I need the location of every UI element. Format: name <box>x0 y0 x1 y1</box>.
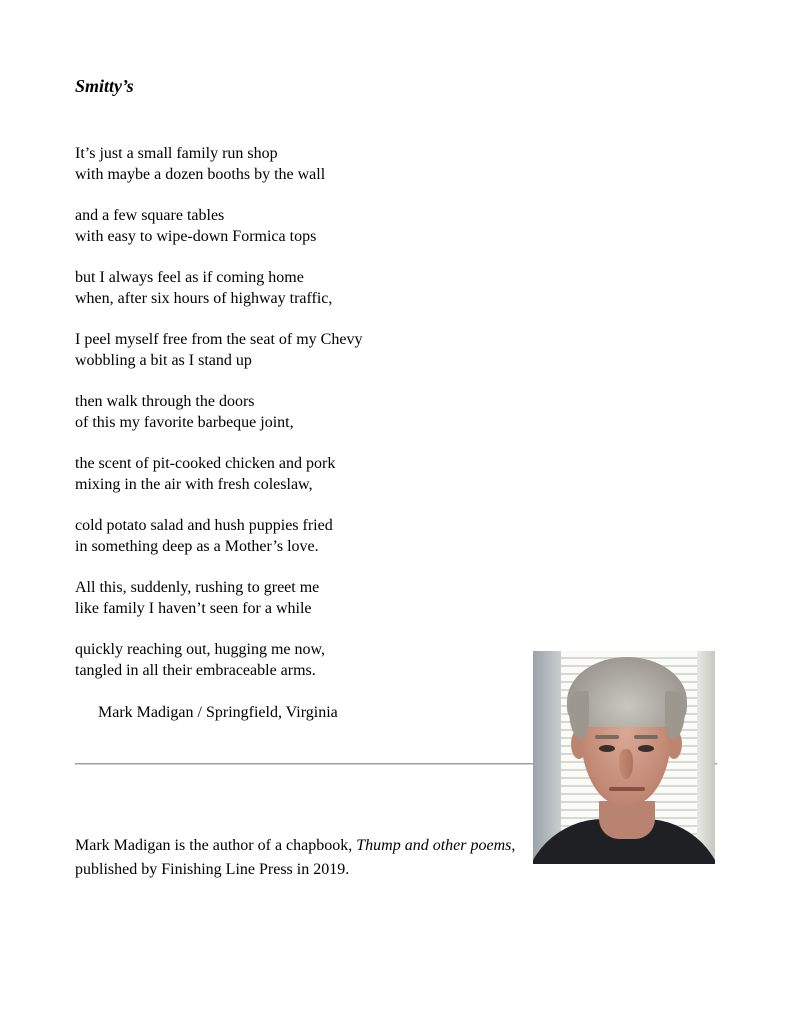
book-title: Thump and other poems <box>356 837 512 854</box>
eyebrow <box>595 735 619 739</box>
author-signature: Mark Madigan / Springfield, Virginia <box>98 704 338 721</box>
poem-line: of this my favorite barbeque joint, <box>75 413 294 431</box>
neck <box>599 801 655 839</box>
stanza <box>75 392 525 433</box>
poem-line: with maybe a dozen booths by the wall <box>75 165 326 183</box>
stanza <box>75 144 525 185</box>
poem-line: and a few square tables <box>75 207 225 224</box>
eyebrow <box>634 735 658 739</box>
poem-title: Smitty’s <box>75 76 134 96</box>
stanza <box>75 206 525 247</box>
poem-body <box>75 144 525 702</box>
bio-text: Mark Madigan is the author of a chapbook, <box>75 837 357 854</box>
eye <box>599 745 615 752</box>
eye <box>638 745 654 752</box>
poem-line: wobbling a bit as I stand up <box>75 351 252 369</box>
stanza <box>75 578 525 619</box>
poem-line: cold potato salad and hush puppies fried <box>75 517 333 534</box>
poem-line: then walk through the doors <box>75 393 255 410</box>
poem-line: I peel myself free from the seat of my Chevy <box>75 331 363 348</box>
author-photo <box>533 651 715 864</box>
poem-line: mixing in the air with fresh coleslaw, <box>75 475 313 493</box>
stanza <box>75 516 525 557</box>
mouth <box>609 787 645 791</box>
bio-text: , published by Finishing Line Press in 2019. <box>75 837 516 878</box>
author-bio <box>75 834 530 882</box>
poem-line: in something deep as a Mother’s love. <box>75 537 319 555</box>
poem-line: like family I haven’t seen for a while <box>75 599 312 617</box>
poem-line: with easy to wipe-down Formica tops <box>75 227 317 245</box>
poem-line: when, after six hours of highway traffic, <box>75 289 333 307</box>
poem-line: It’s just a small family run shop <box>75 145 278 162</box>
poem-line: quickly reaching out, hugging me now, <box>75 641 326 658</box>
stanza <box>75 640 525 681</box>
poem-line: tangled in all their embraceable arms. <box>75 661 316 679</box>
stanza <box>75 454 525 495</box>
nose <box>619 749 633 779</box>
poem-line: All this, suddenly, rushing to greet me <box>75 579 320 596</box>
window-frame <box>697 651 715 864</box>
stanza <box>75 268 525 309</box>
poem-line: the scent of pit-cooked chicken and pork <box>75 455 336 472</box>
stanza <box>75 330 525 371</box>
poem-line: but I always feel as if coming home <box>75 269 304 286</box>
